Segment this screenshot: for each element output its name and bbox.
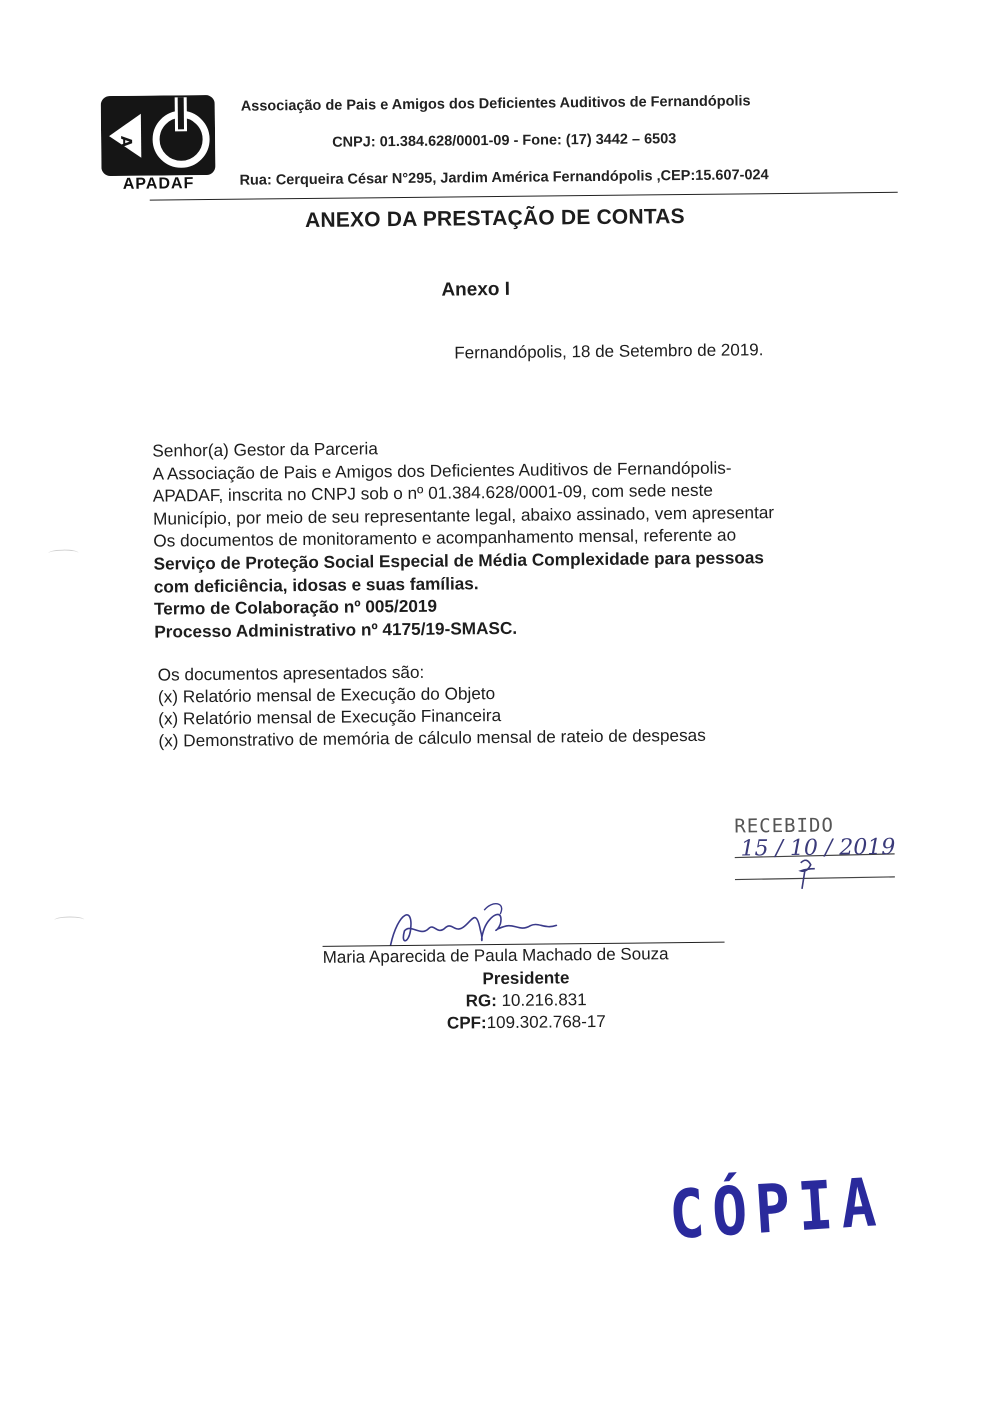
documents-list (158, 656, 879, 752)
cpf-value: 109.302.768-17 (486, 1011, 606, 1033)
stamp-label: RECEBIDO (734, 814, 834, 838)
service-name-line: com deficiência, idosas e suas famílias. (153, 572, 479, 597)
stamp-handwriting-icon (734, 814, 905, 896)
rg-label: RG: (465, 991, 497, 1011)
rg-value: 10.216.831 (496, 990, 587, 1011)
stamp-date: 15 / 10 / 2019 (740, 834, 896, 862)
organization-contact: CNPJ: 01.384.628/0001-09 - Fone: (17) 3442 – 6503 (332, 131, 677, 151)
documents-intro: Os documentos apresentados são: (157, 661, 425, 685)
signatory-role: Presidente (482, 968, 570, 989)
body-line: Os documentos de monitoramento e acompanhamento mensal, referente ao (153, 524, 737, 551)
list-item: (x) Relatório mensal de Execução Financeira (158, 704, 502, 729)
svg-text:A: A (117, 135, 136, 148)
apadaf-logo-icon (101, 95, 216, 176)
body-line: APADAF, inscrita no CNPJ sob o nº 01.384.628/0001-09, com sede neste (152, 479, 714, 506)
letter-body (152, 432, 874, 643)
cpf-label: CPF: (446, 1013, 487, 1033)
organization-address: Rua: Cerqueira César N°295, Jardim América Fernandópolis ,CEP:15.607-024 (239, 167, 769, 189)
scan-speck (54, 916, 84, 923)
signatory-name: Maria Aparecida de Paula Machado de Souza (322, 944, 669, 967)
service-name-line: Serviço de Proteção Social Especial de Média Complexidade para pessoas (153, 547, 765, 574)
administrative-process: Processo Administrativo nº 4175/19-SMASC. (154, 617, 518, 642)
copy-watermark: CÓPIA (666, 1162, 887, 1255)
body-line: A Associação de Pais e Amigos dos Deficientes Auditivos de Fernandópolis- (152, 457, 732, 484)
body-line: Município, por meio de seu representante legal, abaixo assinado, vem apresentar (152, 501, 775, 529)
signatory-cpf (321, 1011, 731, 1035)
header-divider (150, 192, 898, 201)
annex-heading: Anexo I (441, 278, 511, 301)
document-title: ANEXO DA PRESTAÇÃO DE CONTAS (304, 205, 685, 233)
scan-speck (48, 549, 78, 556)
date-line: Fernandópolis, 18 de Setembro de 2019. (454, 340, 764, 363)
collaboration-term: Termo de Colaboração nº 005/2019 (153, 595, 438, 619)
list-item: (x) Relatório mensal de Execução do Objeto (157, 683, 496, 707)
body-line: Senhor(a) Gestor da Parceria (152, 438, 378, 461)
signatory-rg (321, 989, 731, 1013)
signature-block (320, 898, 732, 1052)
logo-wordmark: APADAF (122, 175, 195, 193)
received-stamp (734, 814, 895, 896)
list-item: (x) Demonstrativo de memória de cálculo mensal de rateio de despesas (158, 724, 706, 751)
organization-name: Associação de Pais e Amigos dos Deficientes Auditivos de Fernandópolis (240, 93, 751, 115)
